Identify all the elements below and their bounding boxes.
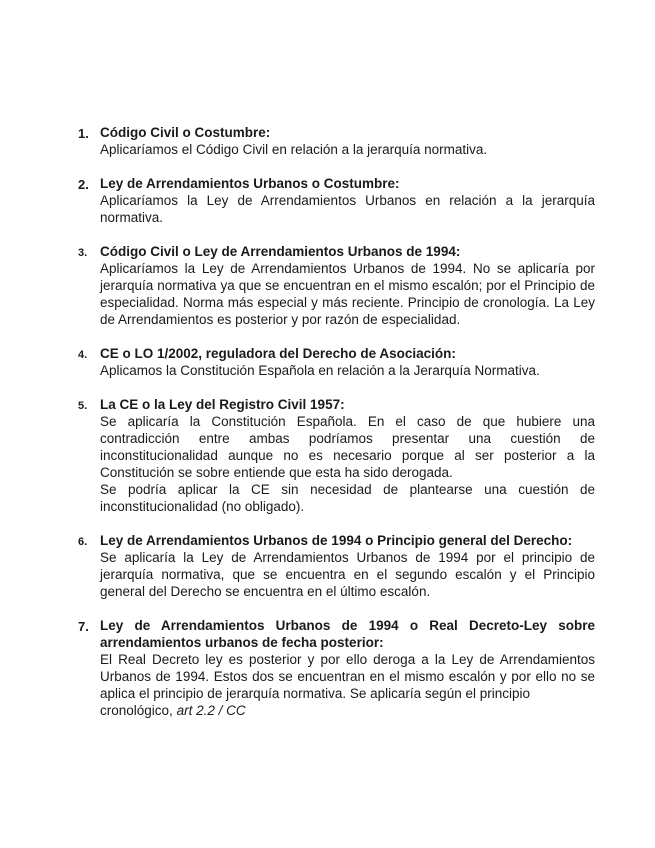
item-paragraph: Se aplicaría la Constitución Española. En el caso de que hubiere una contradicción entre ambas podríamos presentar una cuestión de inconstitucionalidad aunque no es necesario porque al ser posterior a la Constitución se sobre entiende que esta ha sido derogada.	[100, 414, 595, 480]
list-item-4	[78, 345, 595, 379]
item-title: Ley de Arrendamientos Urbanos o Costumbre:	[100, 176, 400, 191]
list-item-5	[78, 396, 595, 515]
list-item-2	[78, 175, 595, 226]
item-title: Ley de Arrendamientos Urbanos de 1994 o Real Decreto-Ley sobre arrendamientos urbanos de fecha posterior:	[100, 618, 595, 650]
item-paragraph: Se podría aplicar la CE sin necesidad de plantearse una cuestión de inconstitucionalidad (no obligado).	[100, 482, 595, 514]
item-closing-line	[100, 702, 595, 719]
item-paragraph: El Real Decreto ley es posterior y por ello deroga a la Ley de Arrendamientos Urbanos de 1994. Estos dos se encuentran en el mismo escalón y por ello no se aplica el principio de jerarquía normativa. Se aplicaría según el principio	[100, 652, 595, 701]
item-number: 4.	[78, 349, 88, 361]
item-title: La CE o la Ley del Registro Civil 1957:	[100, 397, 345, 412]
cases-list	[78, 124, 595, 736]
item-number: 1.	[78, 126, 89, 141]
item-paragraph: Aplicaríamos la Ley de Arrendamientos Urbanos en relación a la jerarquía normativa.	[100, 193, 595, 225]
item-title: Código Civil o Costumbre:	[100, 125, 271, 140]
item-number: 2.	[78, 177, 89, 192]
article-citation: art 2.2 / CC	[176, 703, 246, 718]
list-item-6	[78, 532, 595, 600]
item-number: 7.	[78, 619, 89, 634]
item-paragraph: Aplicaríamos la Ley de Arrendamientos Urbanos de 1994. No se aplicaría por jerarquía normativa ya que se encuentran en el mismo escalón; por el Principio de especialidad. Norma más especial y más reciente. Principio de cronología. La Ley de Arrendamientos es posterior y por razón de especialidad.	[100, 261, 595, 327]
list-item-7	[78, 617, 595, 719]
item-title: CE o LO 1/2002, reguladora del Derecho de Asociación:	[100, 346, 456, 361]
list-item-1	[78, 124, 595, 158]
item-paragraph: Aplicaríamos el Código Civil en relación a la jerarquía normativa.	[100, 142, 488, 157]
item-paragraph: Aplicamos la Constitución Española en relación a la Jerarquía Normativa.	[100, 363, 540, 378]
item-number: 6.	[78, 536, 88, 548]
item-title: Ley de Arrendamientos Urbanos de 1994 o Principio general del Derecho:	[100, 533, 573, 548]
list-item-3	[78, 243, 595, 328]
item-number: 3.	[78, 247, 88, 259]
closing-text: cronológico,	[100, 703, 173, 718]
item-paragraph: Se aplicaría la Ley de Arrendamientos Urbanos de 1994 por el principio de jerarquía normativa, que se encuentra en el segundo escalón y el Principio general del Derecho se encuentra en el último escalón.	[100, 550, 595, 599]
item-title: Código Civil o Ley de Arrendamientos Urbanos de 1994:	[100, 244, 461, 259]
item-number: 5.	[78, 400, 88, 412]
